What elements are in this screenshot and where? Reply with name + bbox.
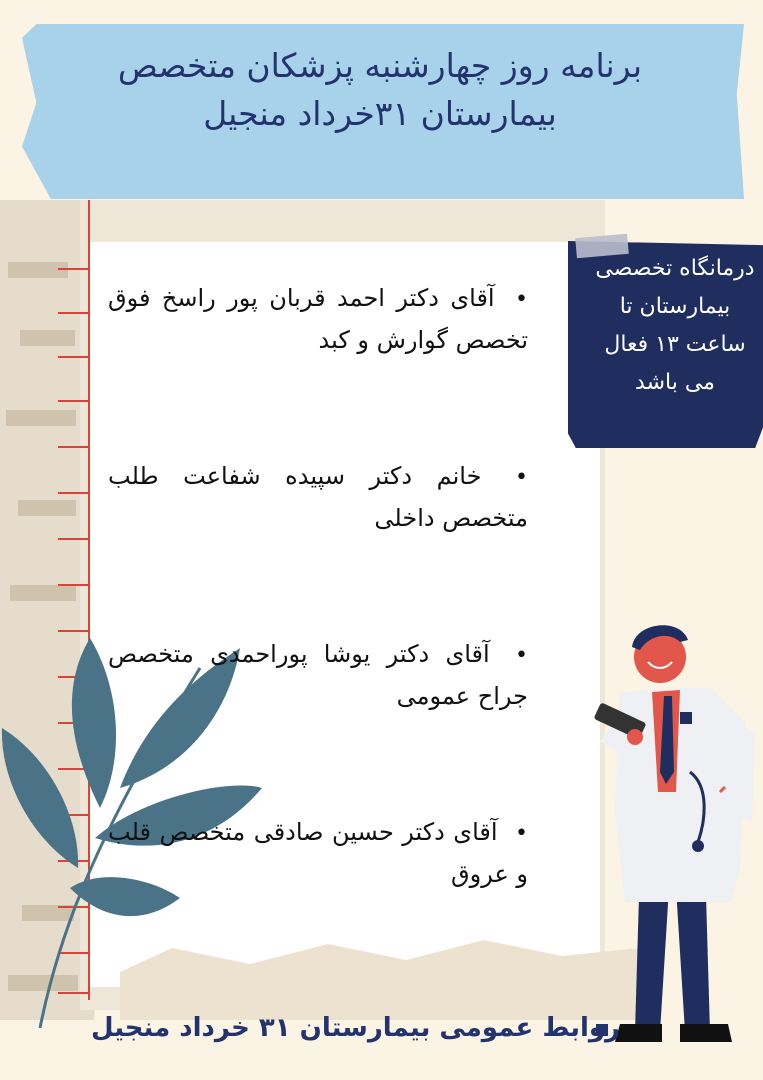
bullet-icon: • — [515, 465, 528, 490]
doctor-entry-text: آقای دکتر احمد قربان پور راسخ فوق تخصص گوارش و کبد — [108, 284, 528, 354]
list-item — [108, 812, 528, 895]
clinic-notice-text: درمانگاه تخصصی بیمارستان تا ساعت ۱۳ فعال می باشد — [595, 256, 755, 395]
torn-paper-piece — [10, 585, 76, 601]
margin-tick — [58, 584, 88, 586]
torn-paper-piece — [20, 330, 75, 346]
list-item — [108, 456, 528, 539]
torn-paper-piece — [8, 262, 68, 278]
doctor-entry-text: آقای دکتر یوشا پوراحمدی متخصص جراح عمومی — [108, 640, 528, 710]
torn-paper-piece — [6, 410, 76, 426]
doctor-entry-text: آقای دکتر حسین صادقی متخصص قلب و عروق — [108, 818, 528, 888]
bullet-icon: • — [515, 643, 528, 668]
bullet-icon: • — [515, 287, 528, 312]
margin-tick — [58, 312, 88, 314]
margin-tick — [58, 538, 88, 540]
margin-tick — [58, 400, 88, 402]
margin-tick — [58, 492, 88, 494]
list-item — [108, 634, 528, 717]
list-item — [108, 278, 528, 361]
bullet-icon: • — [515, 821, 528, 846]
margin-tick — [58, 356, 88, 358]
margin-tick — [58, 446, 88, 448]
margin-tick — [58, 268, 88, 270]
page-title: برنامه روز چهارشنبه پزشکان متخصص بیمارستان ۳۱خرداد منجیل — [117, 46, 643, 133]
doctor-entry-text: خانم دکتر سپیده شفاعت طلب متخصص داخلی — [108, 462, 528, 532]
footer-credit: روابط عمومی بیمارستان ۳۱ خرداد منجیل — [90, 1013, 620, 1043]
doctor-illustration — [580, 612, 763, 1052]
torn-paper-piece — [18, 500, 76, 516]
